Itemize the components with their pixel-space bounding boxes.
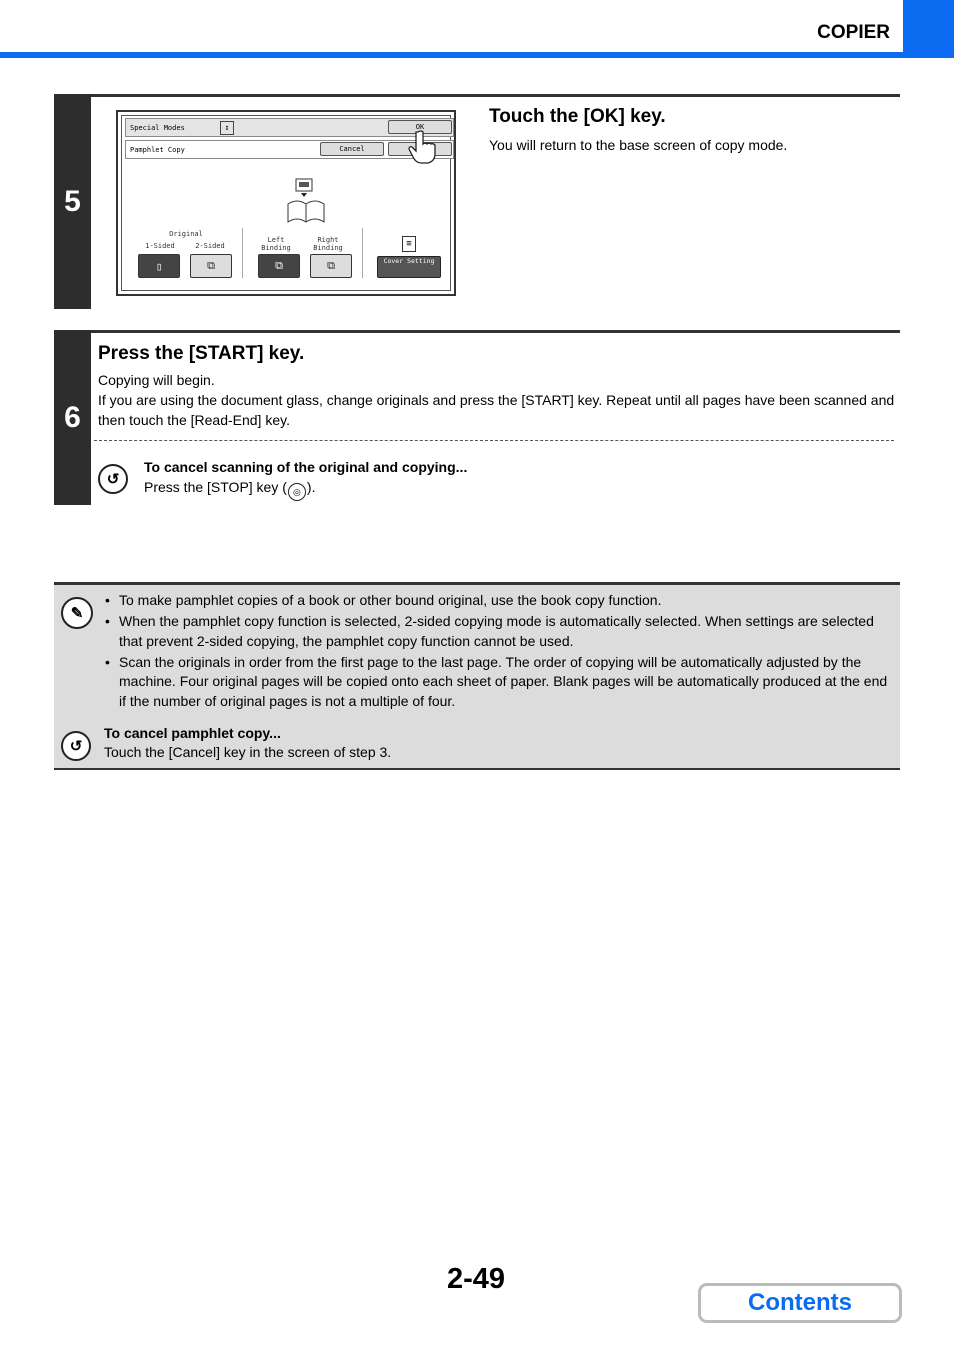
cancel-text-end: ). (306, 479, 316, 495)
screen-subtitle-bar (125, 140, 454, 159)
screen-title-bar (125, 118, 454, 137)
one-sided-label: 1-Sided (145, 242, 175, 250)
step-description: You will return to the base screen of copy mode. (489, 137, 788, 153)
touch-panel-screen (116, 110, 456, 296)
note-item: • Scan the originals in order from the first page to the last page. The order of copying will be automatically adjusted by the machine. Four original pages will be copied onto each sheet of paper. Blank pages will be automatically produced at the end if the number of original pages is not a multiple of four. (104, 653, 894, 712)
cancel-pamphlet-title: To cancel pamphlet copy... (104, 725, 281, 741)
header-rule (0, 52, 954, 58)
screen-subtitle: Pamphlet Copy (130, 146, 185, 154)
cancel-title: To cancel scanning of the original and copying... (144, 459, 468, 475)
note-item: • When the pamphlet copy function is selected, 2-sided copying mode is automatically selected. When settings are selected that prevent 2-sided copying, the pamphlet copy function cannot be used. (104, 612, 894, 651)
cover-setting-button[interactable]: Cover Setting (377, 256, 441, 278)
divider (362, 228, 363, 278)
original-label: Original (169, 230, 203, 238)
note-item: • To make pamphlet copies of a book or other bound original, use the book copy function. (104, 591, 894, 611)
cancel-instruction (144, 477, 315, 501)
divider (242, 228, 243, 278)
cover-icon: ≡ (402, 236, 416, 252)
two-sided-button[interactable]: ⧉ (190, 254, 232, 278)
cancel-button[interactable]: Cancel (320, 142, 384, 156)
step-number: 6 (54, 330, 91, 505)
cancel-pamphlet-text: Touch the [Cancel] key in the screen of step 3. (104, 744, 392, 760)
right-binding-label: Right Binding (313, 236, 343, 252)
step-title: Touch the [OK] key. (489, 106, 666, 127)
notes-box (54, 582, 900, 723)
dashed-divider (94, 440, 894, 441)
step-5 (54, 94, 900, 309)
left-binding-label: Left Binding (261, 236, 291, 252)
two-sided-label: 2-Sided (195, 242, 225, 250)
cancel-return-icon: ↺ (61, 731, 91, 761)
notes-list (104, 591, 894, 713)
right-binding-button[interactable]: ⧉ (310, 254, 352, 278)
section-title: COPIER (817, 22, 890, 43)
cancel-return-icon: ↺ (98, 464, 128, 494)
step-line-1: Copying will begin. (98, 372, 215, 388)
stop-key-icon: ◎ (288, 483, 306, 501)
one-sided-button[interactable]: ▯ (138, 254, 180, 278)
header-accent-block (903, 0, 954, 58)
step-line-2: If you are using the document glass, change originals and press the [START] key. Repeat until all pages have been scanned and then touch the [Read-End] key. (98, 392, 895, 428)
hand-pointer-icon (408, 130, 438, 164)
ok-button[interactable]: OK (388, 120, 452, 134)
cancel-pamphlet-box (54, 719, 900, 770)
step-rule (91, 330, 900, 333)
contents-button[interactable]: Contents (698, 1283, 902, 1323)
cancel-text: Press the [STOP] key ( (144, 479, 287, 495)
left-binding-button[interactable]: ⧉ (258, 254, 300, 278)
pamphlet-book-icon (286, 178, 326, 230)
step-6 (54, 330, 900, 505)
pamphlet-mode-icon: ↕ (220, 121, 234, 135)
step-number: 5 (54, 94, 91, 309)
pencil-note-icon: ✎ (61, 597, 93, 629)
step-rule (91, 94, 900, 97)
screen-frame (121, 115, 451, 291)
step-title: Press the [START] key. (98, 343, 305, 364)
screen-mode-title: Special Modes (130, 124, 185, 132)
page-number: 2-49 (447, 1263, 506, 1295)
